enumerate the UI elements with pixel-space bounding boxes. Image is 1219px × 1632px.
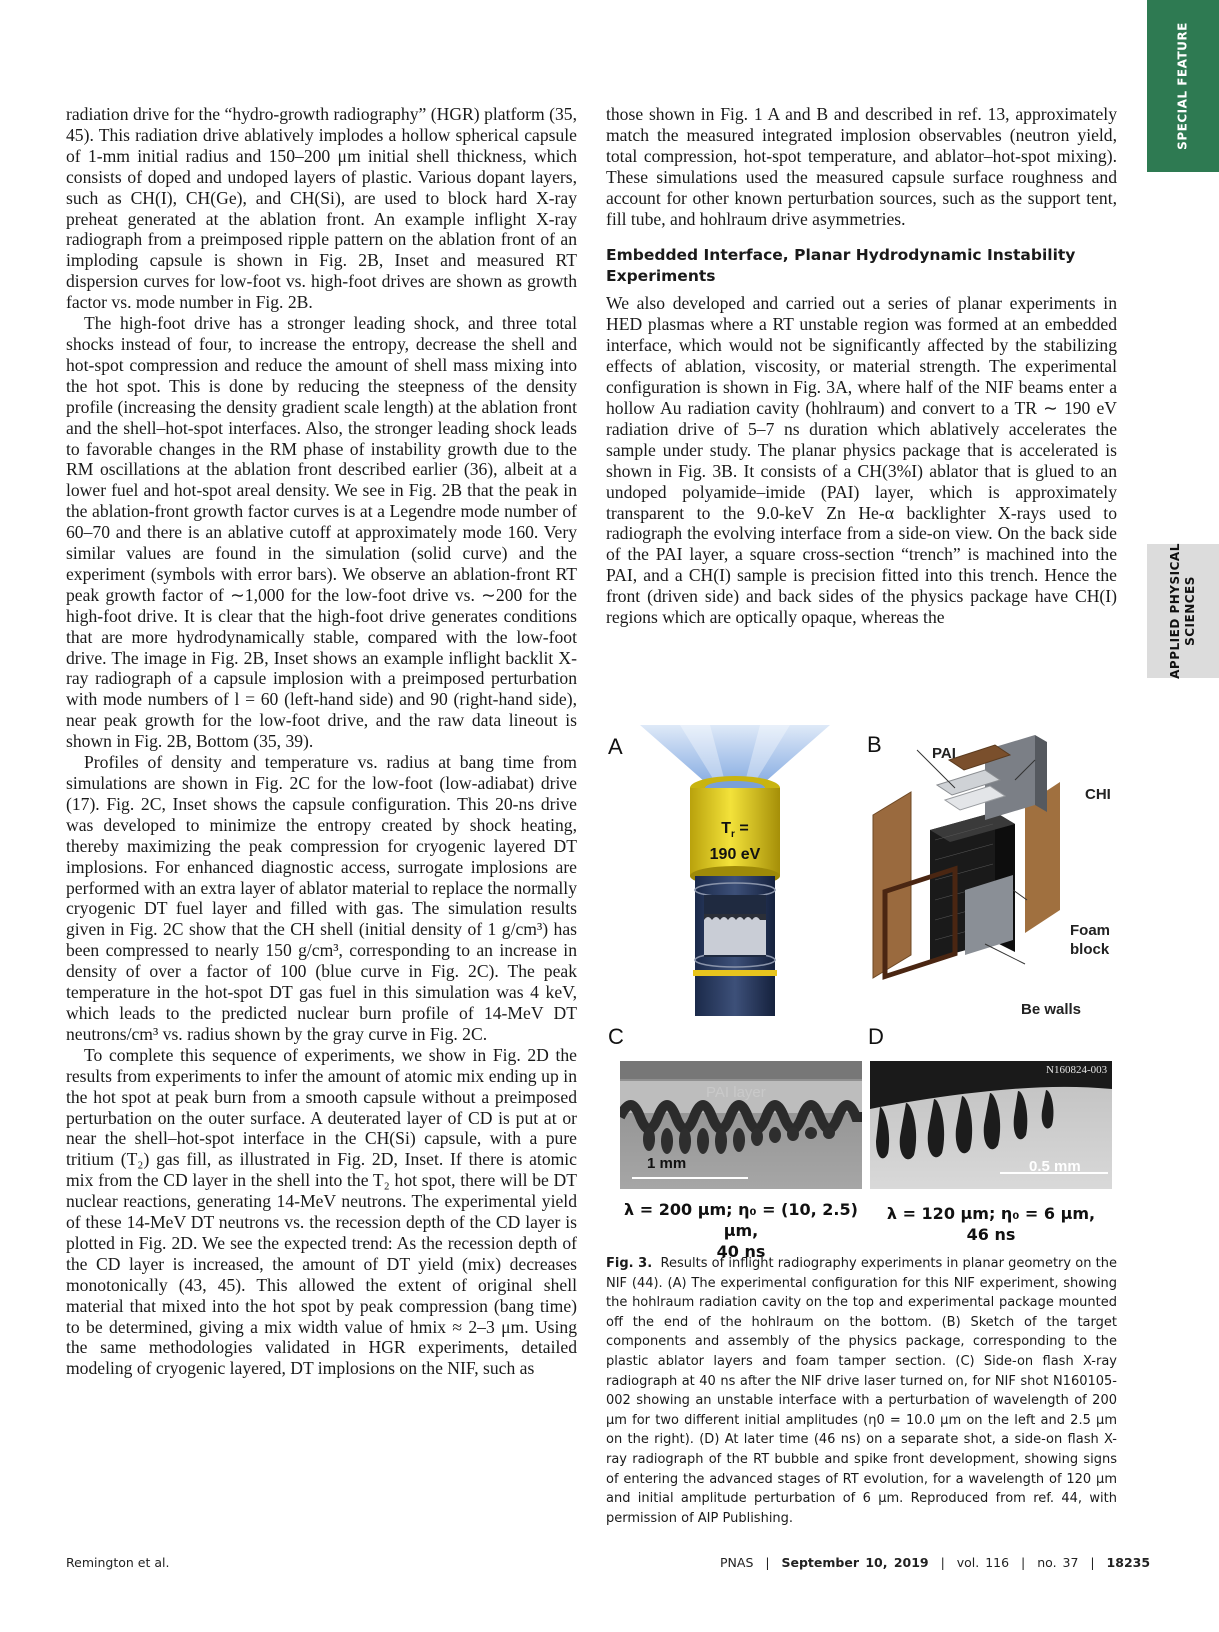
footer-volume: vol. 116 bbox=[956, 1555, 1010, 1570]
paragraph: radiation drive for the “hydro-growth radiography” (HGR) platform (35, 45). This radiation drive ablatively implodes a hollow spherical capsule of 1-mm initial radius and 150–200 μm initial shell thickness, which consists of doped and undoped layers of plastic. Various dopant layers, such as CH(I), CH(Ge), and CH(Si), are used to block hard X-ray preheat generated at the ablation front. An example inflight X-ray radiograph from a preimposed ripple pattern on the ablation front of an imploding capsule is shown in Fig. 2B, Inset and measured RT dispersion curves for low-foot vs. high-foot drives are shown as growth factor vs. mode number in Fig. 2B. bbox=[66, 104, 577, 313]
panel-b-letter: B bbox=[867, 732, 882, 757]
footer-date: September 10, 2019 bbox=[781, 1555, 929, 1570]
footer-authors: Remington et al. bbox=[66, 1555, 170, 1570]
panel-c-letter: C bbox=[608, 1024, 624, 1049]
right-column bbox=[606, 104, 1117, 628]
footer-citation: PNAS | September 10, 2019 | vol. 116 | no. 37 | 18235 bbox=[720, 1555, 1151, 1570]
scale-c-label: 1 mm bbox=[647, 1155, 687, 1172]
scale-d-label: 0.5 mm bbox=[1029, 1158, 1081, 1175]
panel-a-letter: A bbox=[608, 734, 623, 759]
left-column bbox=[66, 104, 577, 1379]
tr-label: $T_r$ = 190 eV bbox=[709, 820, 761, 864]
caption-label: Fig. 3. bbox=[606, 1256, 653, 1271]
figure-caption bbox=[606, 1254, 1117, 1528]
panel-d-letter: D bbox=[868, 1024, 884, 1049]
footer-page: 18235 bbox=[1106, 1555, 1151, 1570]
params-d: λ = 120 μm; η₀ = 6 μm, 46 ns bbox=[886, 1204, 1096, 1244]
label-chi: CHI bbox=[1085, 786, 1111, 803]
radiograph-window bbox=[704, 915, 766, 955]
paragraph: Profiles of density and temperature vs. radius at bang time from simulations are shown in Fig. 2C for the low-foot (low-adiabat) drive (17). Fig. 2C, Inset shows the capsule configuration. This 20-ns drive was developed to minimize the entropy created by shock heating, thereby maximizing the peak compression for cryogenic layered DT implosions. For enhanced diagnostic access, surrogate implosions are performed with an extra layer of ablator material to replace the normally cryogenic DT fuel layer and filled with gas. The simulation results given in Fig. 2C show that the CH shell (initial density of 1 g/cm³) has been compressed to nearly 150 g/cm³, corresponding to an increase in density of over a factor of 100 (blue curve in Fig. 2C). The peak temperature in the hot-spot DT gas fuel in this simulation was 4 keV, which leads to the predicted nuclear burn profile of 14-MeV DT neutrons/cm³ vs. radius shown by the gray curve in Fig. 2C. bbox=[66, 752, 577, 1044]
shot-id-label: N160824-003 bbox=[1046, 1064, 1108, 1076]
paragraph: We also developed and carried out a series of planar experiments in HED plasmas where a RT unstable region was formed at an embedded interface, which would not be significantly affected by the stabilizing effects of ablation, viscosity, or material strength. The experimental configuration is shown in Fig. 3A, where half of the NIF beams enter a hollow Au radiation cavity (hohlraum) and convert to a TR ∼ 190 eV radiation drive of 5–7 ns duration which ablatively accelerates the sample under study. The planar physics package that is accelerated is shown in Fig. 3B. It consists of a CH(3%I) ablator that is glued to an undoped polyamide–imide (PAI) layer, which is approximately transparent to the 9.0-keV Zn He-α backlighter X-rays used to radiograph the evolving interface from a side-on view. On the back side of the PAI layer, a square cross-section “trench” is machined into the PAI, and a CH(I) sample is precision fitted into this trench. Hence the front (driven side) and back sides of the physics package have CH(I) regions which are optically opaque, whereas the bbox=[606, 293, 1117, 628]
section-heading: Embedded Interface, Planar Hydrodynamic Instability Experiments bbox=[606, 246, 1076, 286]
category-label: APPLIED PHYSICAL SCIENCES bbox=[1168, 543, 1197, 679]
special-feature-label: SPECIAL FEATURE bbox=[1175, 22, 1190, 150]
paragraph: To complete this sequence of experiments, we show in Fig. 2D the results from experiments to infer the amount of atomic mix ending up in the hot spot at peak burn from a smooth capsule without a preimposed perturbation on the outer surface. A deuterated layer of CD is put at or near the shell–hot-spot interface in the CH(Si) capsule, with a pure tritium (T₂) gas fill, as illustrated in Fig. 2D, Inset. If there is atomic mix from the CD layer in the shell into the T₂ hot spot, there will be DT nuclear reactions, generating 14-MeV neutrons. The experimental yield of these 14-MeV DT neutrons vs. the recession depth of the CD layer is plotted in Fig. 2D. We see the expected trend: As the recession depth of the CD layer is increased, the amount of DT yield (mix) decreases monotonically (43, 45). This allowed the extent of original shell material that mixed into the hot spot by peak compression (bang time) to be determined, giving a mix width value of hmix ≈ 2–3 μm. Using the same methodologies validated in HGR experiments, detailed modeling of cryogenic layered, DT implosions on the NIF, such as bbox=[66, 1044, 577, 1379]
paragraph: The high-foot drive has a stronger leading shock, and three total shocks instead of four, to increase the entropy, decrease the shell and hot-spot compression and reduce the amount of shell mass mixing into the hot spot. This is done by reducing the steepness of the density profile (increasing the density gradient scale length) at the ablation front and the shell–hot-spot interfaces. Also, the stronger leading shock leads to favorable changes in the RM phase of instability growth due to the RM oscillations at the ablation front described earlier (36), albeit at a lower fuel and hot-spot areal density. We see in Fig. 2B that the peak in the ablation-front growth factor curves is at a Legendre mode number of 60–70 and there is an ablative cutoff at approximately mode 160. Very similar values are found in the simulation (solid curve) and the experiment (symbols with error bars). We observe an ablation-front RT peak growth factor of ∼1,000 for the low-foot drive vs. ∼200 for the high-foot drive. It is clear that the high-foot drive generates conditions that are more hydrodynamically stable, compared with the low-foot drive. The image in Fig. 2B, Inset shows an example inflight backlit X-ray radiograph of a capsule implosion with a preimposed perturbation with mode numbers of l = 60 (left-hand side) and 90 (right-hand side), near peak growth for the low-foot drive, and the raw data lineout is shown in Fig. 2B, Bottom (35, 39). bbox=[66, 313, 577, 752]
hohlraum-illustration bbox=[620, 720, 850, 1020]
laser-beams bbox=[640, 725, 830, 782]
paragraph: those shown in Fig. 1 A and B and described in ref. 13, approximately match the measured integrated implosion observables (neutron yield, total compression, hot-spot temperature, and ablator–hot-spot mixing). These simulations used the measured capsule surface roughness and account for other known perturbation sources, such as the support tent, fill tube, and hohlraum drive asymmetries. bbox=[606, 104, 1117, 229]
physics-package-sketch bbox=[865, 730, 1090, 990]
footer-issue: no. 37 bbox=[1037, 1555, 1079, 1570]
label-foam-block: Foam block bbox=[1070, 922, 1111, 958]
label-be-walls: Be walls bbox=[1021, 1001, 1082, 1018]
params-c: λ = 200 μm; η₀ = (10, 2.5) μm, 40 ns bbox=[624, 1200, 858, 1261]
label-pai: PAI bbox=[932, 745, 956, 762]
pai-layer-label: PAI layer bbox=[706, 1084, 766, 1101]
special-feature-tab bbox=[1147, 0, 1219, 172]
caption-text: Results of inflight radiography experiments in planar geometry on the NIF (44). (A) The experimental configuration for this NIF experiment, showing the hohlraum radiation cavity on the top and experimental package mounted off the end of the hohlraum on the bottom. (B) Sketch of the target components and assembly of the physics package, corresponding to the plastic ablator layers and foam tamper section. (C) Side-on flash X-ray radiograph at 40 ns after the NIF drive laser turned on, for NIF shot N160105-002 showing an unstable interface with a perturbation of wavelength of 200 μm for two different initial amplitudes (η0 = 10.0 μm on the left and 2.5 μm on the right). (D) At later time (46 ns) on a separate shot, a side-on flash X-ray radiograph of the RT bubble and spike front development, showing signs of entering the advanced stages of RT evolution, for a wavelength of 120 μm and initial amplitude perturbation of 6 μm. Reproduced from ref. 44, with permission of AIP Publishing. bbox=[606, 1256, 1118, 1526]
footer-journal: PNAS bbox=[720, 1555, 754, 1570]
category-tab bbox=[1147, 544, 1219, 678]
